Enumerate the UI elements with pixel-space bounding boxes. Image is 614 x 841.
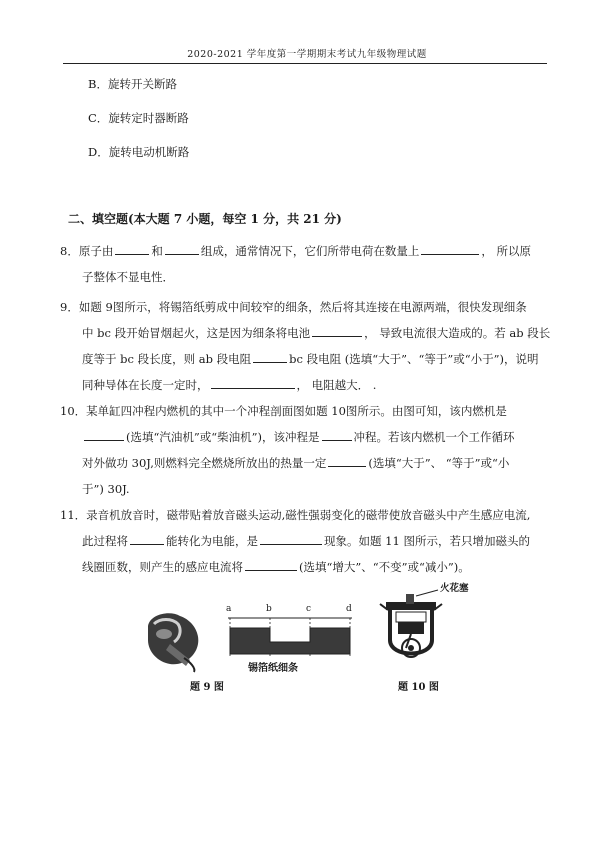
option-text: 旋转定时器断路 — [108, 111, 189, 125]
option-b — [88, 76, 177, 92]
q10-line-3b: (选填“大于”、 “等于”或“小 — [368, 456, 510, 470]
q11-line-2a: 此过程将 — [82, 534, 128, 548]
q10-line-3a: 对外做功 30J,则燃料完全燃烧所放出的热量一定 — [82, 456, 327, 470]
answer-blank[interactable] — [328, 453, 366, 467]
q9-line-4b: ， 电阻越大． . — [296, 378, 377, 392]
point-label-b: b — [266, 604, 272, 614]
q10-line-4: 于”) 30J. — [82, 482, 130, 496]
option-text: 旋转电动机断路 — [108, 145, 190, 159]
answer-blank[interactable] — [253, 349, 287, 363]
fig10-caption: 题 10 图 — [398, 682, 439, 693]
q9-line-3b: bc 段电阻 (选填“大于”、“等于”或“小于”)，说明 — [289, 352, 539, 366]
q8-text-1: 原子由 — [78, 244, 114, 258]
q8-text-2: 和 — [151, 244, 163, 258]
option-letter: B． — [88, 77, 108, 91]
q8-line-2: 子整体不显电性． — [82, 270, 174, 284]
section-title: 二、填空题(本大题 7 小题，每空 1 分，共 21 分) — [68, 212, 342, 226]
option-letter: C． — [88, 111, 109, 125]
question-10 — [60, 398, 560, 502]
question-11 — [60, 502, 560, 580]
answer-blank[interactable] — [260, 531, 322, 545]
q9-line-2b: ， 导致电流很大造成的。若 ab 段长 — [364, 326, 551, 340]
fig10-engine-diagram — [376, 588, 466, 678]
answer-blank[interactable] — [322, 427, 352, 441]
option-c — [88, 110, 189, 126]
answer-blank[interactable] — [84, 427, 124, 441]
option-letter: D． — [88, 145, 109, 159]
answer-blank[interactable] — [130, 531, 164, 545]
q9-line-1: 如题 9图所示，将锡箔纸剪成中间较窄的细条，然后将其连接在电源两端，很快发现细条 — [78, 300, 527, 314]
answer-blank[interactable] — [421, 241, 479, 255]
page-header: 2020-2021 学年度第一学期期末考试九年级物理试题 — [187, 49, 427, 60]
q11-line-3b: (选填“增大”、“不变”或“减小”)。 — [299, 560, 470, 574]
option-text: 旋转开关断路 — [107, 77, 177, 91]
point-label-d: d — [346, 604, 352, 614]
question-number: 11． — [60, 508, 87, 522]
question-number: 8． — [60, 244, 79, 258]
q11-line-2b: 能转化为电能，是 — [166, 534, 258, 548]
answer-blank[interactable] — [115, 241, 149, 255]
point-label-c: c — [306, 604, 312, 614]
fig9-caption: 题 9 图 — [190, 682, 224, 693]
answer-blank[interactable] — [165, 241, 199, 255]
point-label-a: a — [226, 604, 232, 614]
q9-line-4a: 同种导体在长度一定时， — [82, 378, 209, 392]
question-9 — [60, 294, 560, 398]
q8-text-3: 组成，通常情况下，它们所带电荷在数量上 — [200, 244, 420, 258]
q10-line-2a: (选填“汽油机”或“柴油机”)，该冲程是 — [126, 430, 320, 444]
header-rule — [63, 63, 547, 64]
q11-line-1: 录音机放音时，磁带贴着放音磁头运动,磁性强弱变化的磁带使放音磁头中产生感应电流, — [86, 508, 531, 522]
q9-line-2a: 中 bc 段开始冒烟起火，这是因为细条将电池 — [82, 326, 311, 340]
q10-line-1: 某单缸四冲程内燃机的其中一个冲程剖面图如题 10图所示。由图可知，该内燃机是 — [86, 404, 507, 418]
fig9-hand-photo — [140, 604, 210, 674]
answer-blank[interactable] — [211, 375, 295, 389]
q8-text-4: ， 所以原 — [481, 244, 531, 258]
q9-line-3a: 度等于 bc 段长度，则 ab 段电阻 — [82, 352, 252, 366]
answer-blank[interactable] — [245, 557, 297, 571]
q11-line-2c: 现象。如题 11 图所示，若只增加磁头的 — [324, 534, 530, 548]
spark-plug-label: 火花塞 — [440, 583, 469, 594]
question-number: 10． — [60, 404, 87, 418]
q10-line-2b: 冲程。若该内燃机一个工作循环 — [353, 430, 515, 444]
question-number: 9． — [60, 300, 79, 314]
q11-line-3a: 线圈匝数，则产生的感应电流将 — [82, 560, 243, 574]
question-8 — [60, 238, 560, 290]
answer-blank[interactable] — [312, 323, 362, 337]
option-d — [88, 144, 189, 160]
strip-label: 锡箔纸细条 — [248, 663, 298, 674]
